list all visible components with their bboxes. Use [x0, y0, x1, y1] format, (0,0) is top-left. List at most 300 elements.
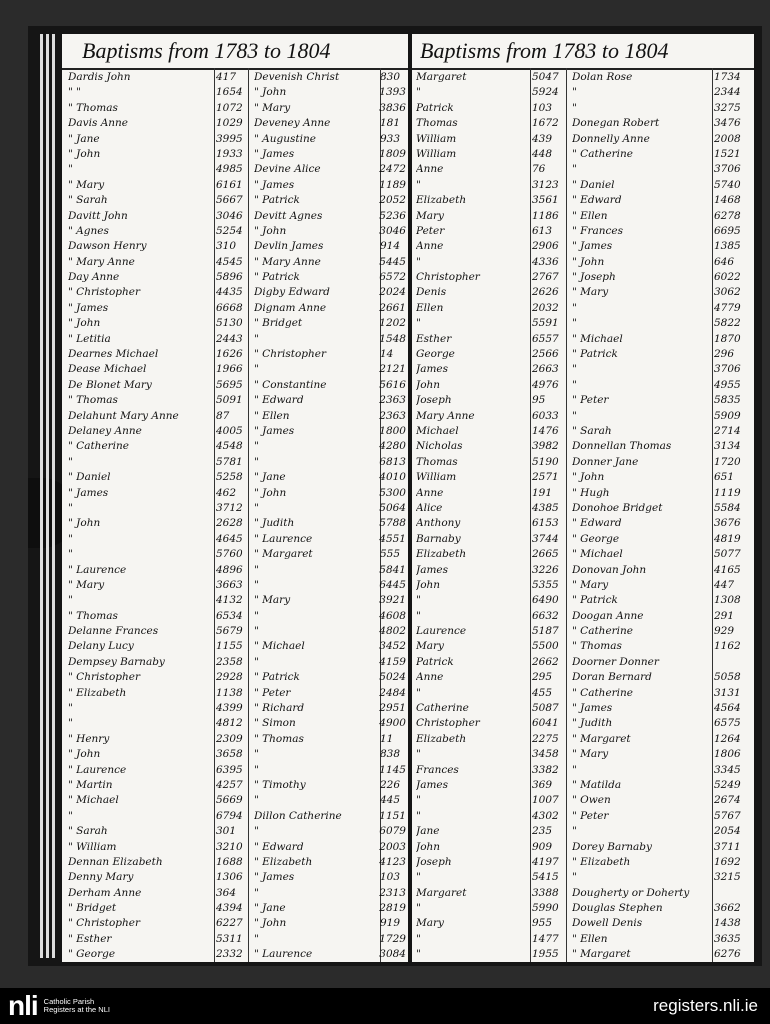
entry-number: 3131: [714, 686, 741, 699]
register-entry: [572, 840, 752, 855]
entry-name: Dennan Elizabeth: [68, 855, 163, 868]
entry-name: " Daniel: [572, 178, 615, 191]
entry-name: ": [572, 86, 577, 99]
entry-name: ": [68, 594, 73, 607]
entry-number: 3921: [379, 594, 406, 607]
register-entry: [572, 932, 752, 947]
register-entry: [254, 132, 406, 147]
entry-name: Thomas: [416, 455, 458, 468]
entry-name: ": [572, 825, 577, 838]
entry-number: 4197: [532, 855, 559, 868]
entry-name: " George: [572, 532, 620, 545]
register-entry: [416, 670, 566, 685]
entry-number: 1521: [714, 147, 741, 160]
register-entry: [254, 670, 406, 685]
entry-number: 6575: [714, 717, 741, 730]
entry-name: ": [254, 655, 259, 668]
entry-name: " Sarah: [572, 424, 612, 437]
entry-name: James: [416, 563, 449, 576]
entry-number: 3345: [714, 763, 741, 776]
register-entry: [254, 563, 406, 578]
entry-name: " Ellen: [572, 209, 608, 222]
entry-number: 439: [532, 132, 553, 145]
register-entry: [254, 809, 406, 824]
entry-name: " Elizabeth: [572, 855, 631, 868]
register-entry: [572, 855, 752, 870]
entry-number: 1955: [532, 948, 559, 961]
register-entry: [254, 162, 406, 177]
entry-name: Dolan Rose: [572, 71, 633, 83]
register-entry: [68, 916, 248, 931]
register-entry: [416, 855, 566, 870]
entry-name: John: [416, 578, 441, 591]
entry-name: De Blonet Mary: [68, 378, 152, 391]
entry-name: " Augustine: [254, 132, 316, 145]
register-entry: [416, 70, 566, 85]
register-entry: [254, 424, 406, 439]
entry-number: 6276: [714, 948, 741, 961]
register-entry: [68, 670, 248, 685]
register-entry: [416, 932, 566, 947]
entry-number: 5584: [714, 501, 741, 514]
register-entry: [572, 624, 752, 639]
entry-number: 1385: [714, 240, 741, 253]
entry-name: Alice: [416, 501, 443, 514]
register-entry: [416, 486, 566, 501]
entry-name: Christopher: [416, 717, 480, 730]
nli-logo[interactable]: [8, 990, 114, 1022]
register-entry: [254, 285, 406, 300]
entry-number: 1654: [216, 86, 243, 99]
register-entry: [572, 701, 752, 716]
register-entry: [254, 716, 406, 731]
entry-number: 291: [714, 609, 735, 622]
entry-number: 5841: [379, 563, 406, 576]
site-link[interactable]: registers.nli.ie: [653, 996, 758, 1015]
name-column: [68, 70, 248, 962]
register-entry: [68, 439, 248, 454]
register-entry: [572, 609, 752, 624]
register-entry: [416, 563, 566, 578]
entry-name: " Peter: [254, 686, 291, 699]
entry-number: 1806: [714, 748, 741, 761]
entry-name: " Edward: [254, 840, 304, 853]
register-entry: [254, 332, 406, 347]
name-column: [572, 70, 752, 962]
entry-name: " James: [68, 486, 109, 499]
entry-number: 2332: [216, 948, 243, 961]
register-entry: [572, 793, 752, 808]
entry-name: " Bridget: [254, 317, 303, 330]
register-entry: [254, 393, 406, 408]
entry-number: 3706: [714, 163, 741, 176]
register-entry: [416, 409, 566, 424]
entry-number: 1870: [714, 332, 741, 345]
entry-name: ": [68, 455, 73, 468]
entry-name: Donohoe Bridget: [572, 501, 663, 514]
register-entry: [416, 147, 566, 162]
entry-name: " Christopher: [68, 286, 140, 299]
entry-number: 2052: [379, 194, 406, 207]
register-entry: [68, 147, 248, 162]
register-entry: [68, 132, 248, 147]
entry-name: Christopher: [416, 271, 480, 284]
entry-number: 4802: [379, 625, 406, 638]
entry-number: 6445: [379, 578, 406, 591]
entry-name: Joseph: [416, 855, 452, 868]
entry-name: " James: [254, 424, 295, 437]
register-entry: [254, 409, 406, 424]
register-entry: [416, 162, 566, 177]
entry-number: 5087: [532, 702, 559, 715]
entry-number: 2674: [714, 794, 741, 807]
entry-name: John: [416, 378, 441, 391]
entry-name: " James: [254, 178, 295, 191]
register-entry: [572, 716, 752, 731]
entry-number: 5091: [216, 394, 243, 407]
register-entry: [254, 886, 406, 901]
register-entry: [416, 101, 566, 116]
register-entry: [416, 840, 566, 855]
register-entry: [416, 255, 566, 270]
entry-number: 4985: [216, 163, 243, 176]
register-entry: [68, 593, 248, 608]
entry-number: 4900: [379, 717, 406, 730]
entry-name: Mary Anne: [416, 409, 475, 422]
entry-name: Nicholas: [416, 440, 463, 453]
entry-number: 1468: [714, 194, 741, 207]
entry-name: " Richard: [254, 702, 305, 715]
entry-name: " Jane: [254, 902, 286, 915]
entry-number: 1308: [714, 594, 741, 607]
entry-number: 1800: [379, 424, 406, 437]
entry-name: " James: [572, 702, 613, 715]
entry-name: ": [416, 178, 421, 191]
entry-name: " Frances: [572, 224, 623, 237]
register-entry: [416, 316, 566, 331]
entry-number: 5695: [216, 378, 243, 391]
entry-name: ": [416, 809, 421, 822]
entry-number: 5896: [216, 271, 243, 284]
entry-number: 6022: [714, 271, 741, 284]
register-entry: [254, 947, 406, 962]
register-entry: [572, 116, 752, 131]
entry-name: ": [68, 548, 73, 561]
entry-name: " Timothy: [254, 778, 306, 791]
register-entry: [68, 609, 248, 624]
entry-number: 5740: [714, 178, 741, 191]
register-entry: [254, 101, 406, 116]
entry-number: 3635: [714, 932, 741, 945]
entry-number: 2951: [379, 702, 406, 715]
entry-name: Mary: [416, 209, 444, 222]
register-entry: [68, 486, 248, 501]
entry-name: James: [416, 778, 449, 791]
entry-name: " Mary Anne: [254, 255, 321, 268]
entry-number: 6794: [216, 809, 243, 822]
entry-name: Jane: [416, 825, 440, 838]
entry-name: ": [254, 625, 259, 638]
entry-name: ": [254, 363, 259, 376]
entry-name: " ": [68, 86, 81, 99]
register-entry: [572, 563, 752, 578]
entry-number: 955: [532, 917, 553, 930]
entry-number: 2714: [714, 424, 741, 437]
entry-number: 3995: [216, 132, 243, 145]
entry-number: 6695: [714, 224, 741, 237]
register-entry: [68, 409, 248, 424]
register-entry: [416, 85, 566, 100]
entry-number: 1145: [379, 763, 406, 776]
entry-number: 2663: [532, 363, 559, 376]
register-entry: [254, 347, 406, 362]
entry-name: Patrick: [416, 101, 454, 114]
register-entry: [68, 809, 248, 824]
entry-name: ": [254, 455, 259, 468]
entry-name: " Daniel: [68, 471, 111, 484]
register-entry: [416, 239, 566, 254]
entry-number: 5990: [532, 902, 559, 915]
register-entry: [572, 224, 752, 239]
entry-number: 1477: [532, 932, 559, 945]
register-entry: [572, 901, 752, 916]
entry-name: ": [572, 363, 577, 376]
entry-number: 5064: [379, 501, 406, 514]
entry-number: 5822: [714, 317, 741, 330]
register-entry: [254, 624, 406, 639]
entry-name: " Catherine: [572, 625, 634, 638]
entry-number: 95: [532, 394, 546, 407]
entry-number: 4159: [379, 655, 406, 668]
entry-name: " Catherine: [572, 686, 634, 699]
entry-number: 364: [216, 886, 237, 899]
entry-number: 6668: [216, 301, 243, 314]
register-entry: [68, 332, 248, 347]
entry-name: " Edward: [572, 517, 622, 530]
entry-number: 2767: [532, 271, 559, 284]
entry-name: " John: [572, 471, 605, 484]
entry-name: " John: [68, 317, 101, 330]
register-entry: [572, 193, 752, 208]
entry-number: 369: [532, 778, 553, 791]
entry-name: " James: [572, 240, 613, 253]
entry-number: 5254: [216, 224, 243, 237]
register-entry: [68, 732, 248, 747]
entry-number: 1029: [216, 117, 243, 130]
register-entry: [254, 855, 406, 870]
entry-name: Esther: [416, 332, 452, 345]
entry-name: ": [572, 763, 577, 776]
entry-number: 4010: [379, 471, 406, 484]
entry-name: " Patrick: [572, 348, 618, 361]
entry-number: 5047: [532, 71, 559, 83]
name-column: [416, 70, 566, 962]
entry-name: Anne: [416, 671, 444, 684]
entry-number: 2571: [532, 471, 559, 484]
register-entry: [572, 316, 752, 331]
entry-name: " Peter: [572, 394, 609, 407]
entry-number: 5760: [216, 548, 243, 561]
entry-number: 2484: [379, 686, 406, 699]
entry-name: " Peter: [572, 809, 609, 822]
entry-number: 1007: [532, 794, 559, 807]
entry-name: " Thomas: [572, 640, 622, 653]
entry-number: 3706: [714, 363, 741, 376]
register-entry: [68, 470, 248, 485]
register-entry: [572, 670, 752, 685]
entry-name: Margaret: [416, 886, 467, 899]
entry-number: 3062: [714, 286, 741, 299]
entry-name: ": [254, 763, 259, 776]
entry-name: ": [254, 748, 259, 761]
register-entry: [416, 532, 566, 547]
register-entry: [68, 778, 248, 793]
register-entry: [416, 901, 566, 916]
entry-number: 6161: [216, 178, 243, 191]
entry-number: 1186: [532, 209, 559, 222]
entry-number: 909: [532, 840, 553, 853]
register-entry: [572, 455, 752, 470]
register-entry: [572, 362, 752, 377]
entry-name: " Patrick: [254, 671, 300, 684]
register-entry: [254, 270, 406, 285]
register-entry: [416, 824, 566, 839]
entry-number: 1393: [379, 86, 406, 99]
entry-number: 6079: [379, 825, 406, 838]
entry-name: George: [416, 348, 455, 361]
register-entry: [68, 547, 248, 562]
entry-number: 2121: [379, 363, 406, 376]
entry-number: 1729: [379, 932, 406, 945]
entry-name: ": [572, 101, 577, 114]
entry-number: 5187: [532, 625, 559, 638]
entry-number: 830: [380, 71, 401, 83]
entry-number: 3382: [532, 763, 559, 776]
register-entry: [254, 532, 406, 547]
register-entry: [254, 701, 406, 716]
entry-name: Douglas Stephen: [572, 902, 663, 915]
register-entry: [68, 932, 248, 947]
entry-name: " John: [254, 86, 287, 99]
register-entry: [572, 332, 752, 347]
entry-number: 1072: [216, 101, 243, 114]
entry-name: Donner Jane: [572, 455, 639, 468]
register-entry: [572, 516, 752, 531]
register-entry: [416, 347, 566, 362]
entry-number: 301: [216, 825, 237, 838]
left-page: [62, 34, 408, 962]
entry-name: Elizabeth: [416, 732, 467, 745]
register-entry: [68, 270, 248, 285]
entry-number: 4399: [216, 702, 243, 715]
register-entry: [416, 285, 566, 300]
register-entry: [68, 901, 248, 916]
register-entry: [254, 547, 406, 562]
entry-name: " Michael: [572, 332, 623, 345]
entry-name: " Catherine: [68, 440, 130, 453]
entry-name: ": [416, 794, 421, 807]
register-entry: [68, 209, 248, 224]
entry-number: 1476: [532, 424, 559, 437]
register-entry: [572, 85, 752, 100]
entry-number: 2003: [379, 840, 406, 853]
register-entry: [254, 793, 406, 808]
entry-name: ": [254, 578, 259, 591]
entry-number: 5190: [532, 455, 559, 468]
register-entry: [572, 547, 752, 562]
nli-logo-mark: nli: [8, 990, 38, 1021]
entry-name: Thomas: [416, 117, 458, 130]
register-entry: [254, 578, 406, 593]
entry-name: Elizabeth: [416, 194, 467, 207]
register-entry: [68, 824, 248, 839]
entry-number: 462: [216, 486, 237, 499]
register-entry: [416, 716, 566, 731]
entry-number: 3476: [714, 117, 741, 130]
entry-name: Doran Bernard: [572, 671, 652, 684]
entry-number: 4551: [379, 532, 406, 545]
register-entry: [572, 239, 752, 254]
register-entry: [416, 886, 566, 901]
register-entry: [572, 809, 752, 824]
entry-number: 1548: [379, 332, 406, 345]
register-entry: [572, 747, 752, 762]
register-entry: [572, 778, 752, 793]
register-entry: [68, 85, 248, 100]
page-title: Baptisms from 1783 to 1804: [62, 38, 408, 70]
entry-name: ": [416, 948, 421, 961]
entry-number: 5924: [532, 86, 559, 99]
entry-number: 2344: [714, 86, 741, 99]
entry-name: Denny Mary: [68, 871, 134, 884]
register-entry: [416, 378, 566, 393]
entry-name: ": [254, 501, 259, 514]
entry-name: " Mary: [572, 286, 609, 299]
register-entry: [416, 193, 566, 208]
register-entry: [416, 270, 566, 285]
entry-number: 613: [532, 224, 553, 237]
register-entry: [68, 255, 248, 270]
register-entry: [254, 609, 406, 624]
register-entry: [68, 747, 248, 762]
entry-name: Dawson Henry: [68, 240, 147, 253]
entry-name: " Mary: [68, 178, 105, 191]
entry-number: 2054: [714, 825, 741, 838]
entry-name: Day Anne: [68, 271, 120, 284]
register-entry: [254, 378, 406, 393]
register-entry: [254, 763, 406, 778]
entry-number: 4132: [216, 594, 243, 607]
entry-name: " John: [68, 147, 101, 160]
entry-number: 5300: [379, 486, 406, 499]
entry-number: 1626: [216, 348, 243, 361]
entry-number: 646: [714, 255, 735, 268]
entry-number: 3712: [216, 501, 243, 514]
entry-name: Denis: [416, 286, 447, 299]
entry-name: " Margaret: [254, 548, 313, 561]
register-entry: [68, 347, 248, 362]
entry-number: 3275: [714, 101, 741, 114]
entry-number: 5669: [216, 794, 243, 807]
entry-name: Ellen: [416, 301, 444, 314]
register-entry: [572, 501, 752, 516]
register-entry: [254, 178, 406, 193]
entry-name: Donegan Robert: [572, 117, 660, 130]
entry-name: Elizabeth: [416, 548, 467, 561]
entry-name: ": [572, 378, 577, 391]
entry-name: " Mary: [254, 101, 291, 114]
entry-number: 5500: [532, 640, 559, 653]
